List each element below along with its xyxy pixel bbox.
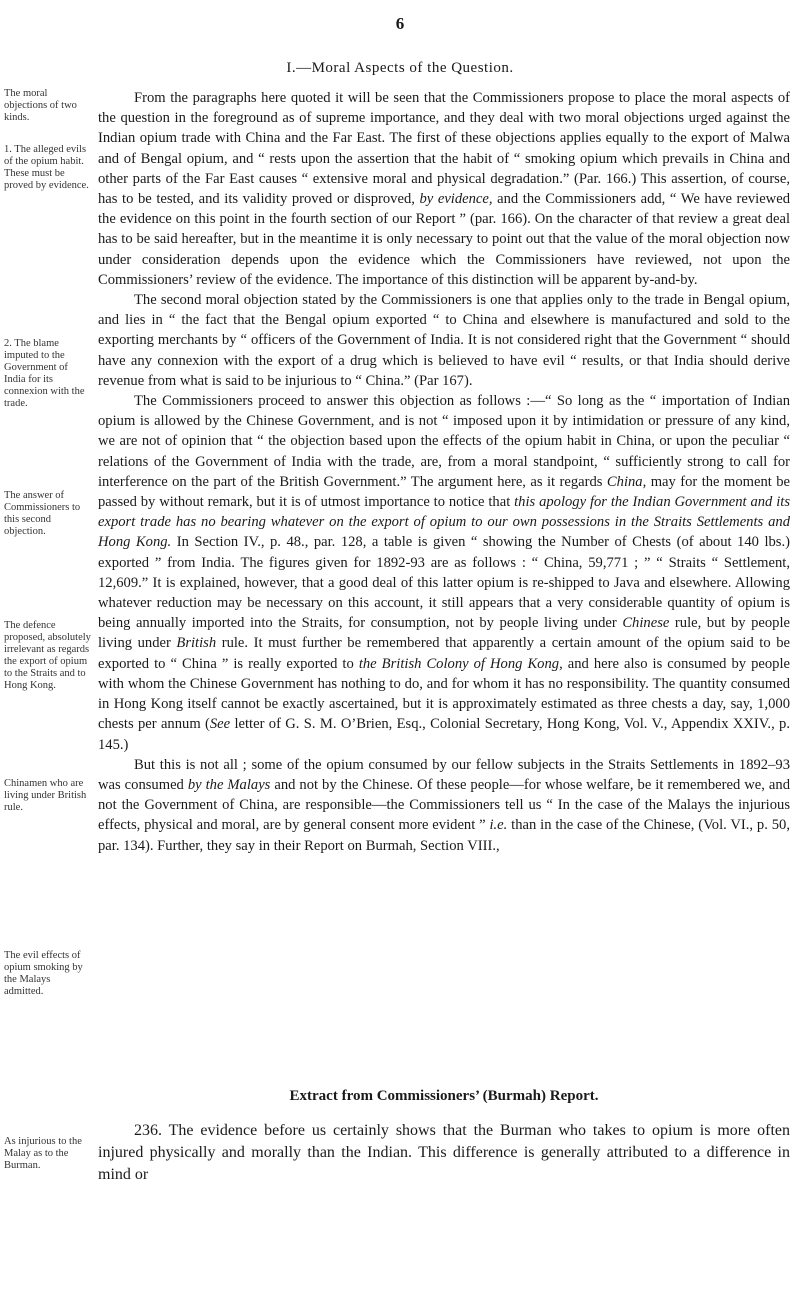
- sidenote: The answer of Commissioners to this second objection.: [4, 490, 81, 537]
- sidenote: The defence proposed, absolutely irrelevant as regards the export of opium to the Straits and to Hong Kong.: [4, 620, 91, 691]
- sidenote: As injurious to the Malay as to the Burman.: [4, 1136, 82, 1171]
- sidenote: The evil effects of opium smoking by the Malays admitted.: [4, 950, 83, 997]
- sidenote: The moral objections of two kinds.: [4, 88, 77, 123]
- extract-body: [98, 1120, 790, 1186]
- sidenote: 2. The blame imputed to the Government of India for its connexion with the trade.: [4, 338, 85, 409]
- paragraph-burmah-extract: 236. The evidence before us certainly shows that the Burman who takes to opium is more often injured physically and morally than the Indian. This difference is generally attributed to a difference in mind or: [98, 1122, 790, 1183]
- paragraph-moral-objections: From the paragraphs here quoted it will be seen that the Commissioners propose to place the moral aspects of the question in the foreground as of supreme importance, and they deal with two moral objections urged against the Indian opium trade with China and the Far East. The first of these objections applies equally to the export of Malwa and of Bengal opium, and “ rests upon the assertion that the habit of “ smoking opium which prevails in China and other parts of the Far East causes “ extensive moral and physical degradation.” (Par. 166.) This assertion, of course, has to be tested, and its validity proved or disproved, by evidence, and the Commissioners add, “ We have reviewed the evidence on this point in the fourth section of our Report ” (par. 166). On the character of that review a great deal has to be said hereafter, but in the meantime it is only necessary to point out that the value of the moral objection now under consideration depends upon the evidence which the Commissioners have reviewed, not upon the Commissioners’ review of the evidence. The importance of this distinction will be apparent by-and-by.: [98, 90, 790, 288]
- body-column: [98, 88, 790, 856]
- section-heading: I.—Moral Aspects of the Question.: [286, 60, 514, 76]
- paragraph-second-objection: The second moral objection stated by the Commissioners is one that applies only to the trade in Bengal opium, and lies in “ the fact that the Bengal opium exported “ to China and elsewhere is manufactured and sold to the exporting merchants by “ officers of the Government of India. It is not considered right that the Government “ should have any connexion with the export of a drug which is believed to have evil “ results, or that India should derive revenue from what is said to be injurious to “ China.” (Par 167).: [98, 292, 790, 389]
- paragraph-commissioners-answer: The Commissioners proceed to answer this objection as follows :—“ So long as the “ importation of Indian opium is allowed by the Chinese Government, and is not “ imposed upon it by intimidation or pressure of any kind, we are not of opinion that “ the objection based upon the effects of the opium habit in China, or upon the peculiar “ relations of the Government of India with the trade, are, from a moral standpoint, “ sufficiently strong to call for interference on the part of the British Government.” The argument here, as it regards China, may for the moment be passed by without remark, but it is of utmost importance to notice that this apology for the Indian Government and its export trade has no bearing whatever on the export of opium to our own possessions in the Straits Settlements and Hong Kong. In Section IV., p. 48., par. 128, a table is given “ showing the Number of Chests (of about 140 lbs.) exported ” from India. The figures given for 1892-93 are as follows : “ China, 59,771 ; ” “ Straits “ Settlement, 12,609.” It is explained, however, that a good deal of this latter opium is re-shipped to Java and elsewhere. Allowing whatever reduction may be necessary on this account, it still appears that a very considerable quantity of opium is being annually imported into the Straits, for consumption, not by people living under Chinese rule, but by people living under British rule. It must further be remembered that apparently a certain amount of the opium said to be exported to “ China ” is really exported to the British Colony of Hong Kong, and here also is consumed by people with whom the Chinese Government has nothing to do, and for whom it has no responsibility. The quantity consumed in Hong Kong itself cannot be exactly ascertained, but it is approximately estimated as three chests a day, say, 1,000 chests per annum (See letter of G. S. M. O’Brien, Esq., Colonial Secretary, Hong Kong, Vol. V., Appendix XXIV., p. 145.): [98, 393, 791, 753]
- paragraph-malays: But this is not all ; some of the opium consumed by our fellow subjects in the Straits Settlements in 1892–93 was consumed by the Malays and not by the Chinese. Of these people—for whose welfare, be it remembered we, and not the Government of China, are responsible—the Commissioners tell us “ In the case of the Malays the injurious effects, physical and moral, are by general consent more evident ” i.e. than in the case of the Chinese, (Vol. VI., p. 50, par. 134). Further, they say in their Report on Burmah, Section VIII.,: [98, 756, 790, 854]
- sidenote: 1. The alleged evils of the opium habit. These must be proved by evidence.: [4, 144, 89, 191]
- page-number: 6: [395, 14, 405, 33]
- extract-heading: Extract from Commissioners’ (Burmah) Report.: [289, 1088, 599, 1104]
- sidenote: Chinamen who are living under British rule.: [4, 778, 87, 813]
